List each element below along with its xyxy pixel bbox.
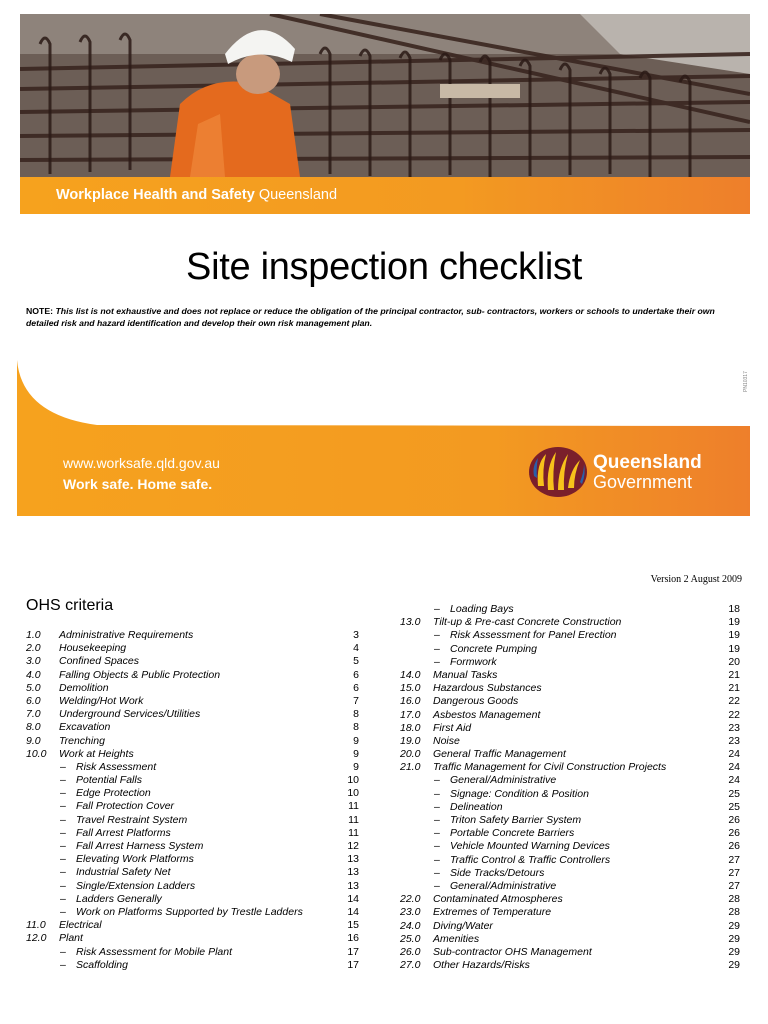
toc-bullet-dash: – — [434, 827, 440, 840]
toc-page-number: 10 — [347, 787, 359, 800]
toc-section-number: 24.0 — [400, 919, 421, 932]
toc-section-label: Noise — [433, 734, 460, 747]
toc-subsection-label: General/Administrative — [450, 774, 557, 787]
toc-section-label: Demolition — [59, 681, 109, 694]
toc-page-number: 12 — [347, 840, 359, 852]
toc-page-number: 22 — [728, 708, 740, 721]
toc-subsection-label: Travel Restraint System — [76, 813, 188, 826]
toc-section-label: Welding/Hot Work — [59, 694, 144, 707]
toc-subsection-label: Triton Safety Barrier System — [450, 814, 582, 826]
toc-page-number: 11 — [348, 800, 359, 813]
toc-page-number: 13 — [347, 879, 359, 892]
toc-row — [26, 853, 359, 866]
toc-section-label: Contaminated Atmospheres — [433, 893, 563, 906]
toc-page-number: 27 — [728, 866, 740, 879]
toc-row — [26, 906, 359, 919]
toc-section-label: General Traffic Management — [433, 748, 566, 761]
toc-section-number: 16.0 — [400, 695, 421, 708]
toc-row — [26, 959, 359, 972]
toc-section-number: 2.0 — [26, 642, 41, 655]
toc-section-label: Confined Spaces — [59, 655, 139, 668]
toc-page-number: 11 — [348, 826, 359, 839]
toc-subsection-label: Elevating Work Platforms — [76, 853, 194, 866]
toc-row — [400, 709, 740, 722]
org-name — [56, 187, 337, 203]
toc-left-column — [26, 629, 359, 972]
toc-subsection-label: Delineation — [450, 800, 503, 813]
toc-page-number: 15 — [347, 919, 359, 932]
toc-bullet-dash: – — [60, 879, 66, 892]
note-label: NOTE: — [26, 306, 54, 316]
criteria-heading: OHS criteria — [26, 597, 114, 614]
toc-page-number: 25 — [728, 800, 740, 813]
toc-subsection-label: Industrial Safety Net — [76, 866, 171, 879]
toc-section-label: First Aid — [433, 721, 472, 734]
disclaimer-note — [26, 305, 742, 329]
version-label: Version 2 August 2009 — [650, 574, 742, 585]
queensland-government-logo-icon — [528, 446, 590, 498]
toc-row — [26, 761, 359, 774]
toc-section-label: Dangerous Goods — [433, 695, 519, 708]
toc-row — [26, 893, 359, 906]
toc-row — [400, 722, 740, 735]
toc-section-number: 8.0 — [26, 721, 41, 734]
toc-row — [400, 840, 740, 853]
toc-row — [26, 946, 359, 959]
publication-code: PN10317 — [743, 371, 749, 392]
toc-row — [26, 735, 359, 748]
toc-row — [26, 800, 359, 813]
toc-bullet-dash: – — [60, 800, 66, 813]
toc-row — [400, 814, 740, 827]
toc-page-number: 8 — [353, 721, 359, 734]
toc-bullet-dash: – — [60, 826, 66, 839]
toc-row — [26, 655, 359, 668]
toc-subsection-label: Signage: Condition & Position — [450, 787, 589, 800]
toc-row — [26, 695, 359, 708]
toc-subsection-label: Vehicle Mounted Warning Devices — [450, 840, 610, 853]
toc-section-number: 23.0 — [400, 906, 421, 919]
toc-row — [400, 669, 740, 682]
page-title: Site inspection checklist — [186, 246, 582, 288]
toc-subsection-label: General/Administrative — [450, 879, 557, 892]
toc-section-number: 21.0 — [400, 761, 421, 774]
toc-section-number: 9.0 — [26, 734, 41, 747]
toc-subsection-label: Fall Protection Cover — [76, 800, 175, 813]
toc-section-number: 18.0 — [400, 721, 421, 734]
toc-page-number: 21 — [728, 668, 740, 681]
toc-page-number: 28 — [728, 906, 740, 919]
toc-bullet-dash: – — [434, 655, 440, 668]
org-name-bold: Workplace Health and Safety — [56, 187, 255, 203]
toc-page-number: 29 — [728, 945, 740, 958]
toc-section-label: Traffic Management for Civil Construction Projects — [433, 761, 667, 774]
toc-row — [26, 642, 359, 655]
toc-section-number: 5.0 — [26, 681, 41, 694]
toc-bullet-dash: – — [60, 905, 66, 918]
toc-row — [400, 788, 740, 801]
toc-section-number: 3.0 — [26, 655, 41, 668]
toc-row — [400, 933, 740, 946]
toc-subsection-label: Formwork — [450, 655, 497, 668]
toc-section-label: Trenching — [59, 734, 105, 747]
toc-row — [26, 669, 359, 682]
toc-row — [400, 682, 740, 695]
construction-worker-rebar-image — [20, 14, 750, 177]
toc-page-number: 29 — [728, 919, 740, 932]
toc-bullet-dash: – — [60, 958, 66, 971]
toc-bullet-dash: – — [60, 892, 66, 905]
toc-bullet-dash: – — [434, 774, 440, 787]
toc-section-number: 27.0 — [400, 959, 421, 972]
toc-row — [400, 920, 740, 933]
toc-page-number: 6 — [353, 668, 359, 681]
toc-bullet-dash: – — [434, 840, 440, 853]
toc-page-number: 9 — [353, 760, 359, 773]
toc-row — [400, 854, 740, 867]
toc-section-label: Tilt-up & Pre-cast Concrete Construction — [433, 616, 622, 629]
toc-section-label: Asbestos Management — [433, 708, 541, 721]
toc-section-number: 4.0 — [26, 668, 41, 681]
toc-subsection-label: Traffic Control & Traffic Controllers — [450, 853, 611, 866]
toc-subsection-label: Fall Arrest Harness System — [76, 840, 204, 852]
toc-page-number: 16 — [347, 932, 359, 945]
toc-page-number: 22 — [728, 695, 740, 708]
toc-page-number: 23 — [728, 721, 740, 734]
toc-section-number: 19.0 — [400, 734, 421, 747]
toc-bullet-dash: – — [60, 853, 66, 866]
toc-bullet-dash: – — [60, 813, 66, 826]
toc-right-column — [400, 603, 740, 972]
toc-row — [400, 946, 740, 959]
toc-section-number: 11.0 — [26, 919, 46, 932]
toc-bullet-dash: – — [60, 840, 66, 852]
toc-row — [400, 880, 740, 893]
toc-row — [400, 603, 740, 616]
toc-row — [400, 893, 740, 906]
toc-section-label: Hazardous Substances — [433, 682, 542, 695]
gov-name-government: Government — [593, 472, 693, 492]
toc-section-label: Excavation — [59, 721, 111, 734]
toc-page-number: 17 — [347, 945, 359, 958]
toc-subsection-label: Potential Falls — [76, 774, 142, 787]
toc-subsection-label: Risk Assessment for Panel Erection — [450, 629, 617, 642]
toc-page-number: 26 — [728, 814, 740, 826]
toc-section-label: Plant — [59, 932, 83, 945]
toc-page-number: 24 — [728, 774, 740, 787]
toc-section-number: 1.0 — [26, 629, 41, 641]
toc-row — [26, 932, 359, 945]
toc-row — [400, 867, 740, 880]
toc-page-number: 26 — [728, 827, 740, 840]
toc-row — [400, 656, 740, 669]
toc-section-number: 26.0 — [400, 945, 421, 958]
toc-row — [26, 787, 359, 800]
toc-row — [26, 827, 359, 840]
toc-bullet-dash: – — [434, 866, 440, 879]
toc-bullet-dash: – — [434, 787, 440, 800]
toc-subsection-label: Ladders Generally — [76, 892, 162, 905]
toc-bullet-dash: – — [434, 642, 440, 655]
toc-row — [400, 695, 740, 708]
toc-section-label: Amenities — [433, 932, 480, 945]
toc-page-number: 9 — [353, 734, 359, 747]
org-name-light: Queensland — [258, 187, 338, 203]
toc-page-number: 21 — [728, 682, 740, 695]
toc-row — [400, 616, 740, 629]
toc-subsection-label: Scaffolding — [76, 958, 128, 971]
toc-page-number: 26 — [728, 840, 740, 853]
toc-bullet-dash: – — [434, 853, 440, 866]
note-text: This list is not exhaustive and does not replace or reduce the obligation of the principal contractor, sub- contractors, workers or schools to undertake their own detailed risk and hazard identification and develop their own risk management plan. — [26, 306, 715, 328]
website-url: www.worksafe.qld.gov.au — [63, 455, 220, 471]
toc-page-number: 5 — [353, 655, 359, 668]
toc-section-number: 10.0 — [26, 747, 47, 760]
org-banner — [20, 177, 750, 214]
toc-bullet-dash: – — [60, 945, 66, 958]
toc-section-label: Electrical — [59, 919, 102, 932]
toc-row — [26, 840, 359, 853]
toc-row — [400, 906, 740, 919]
toc-row — [26, 682, 359, 695]
toc-bullet-dash: – — [60, 774, 66, 787]
gov-name-queensland: Queensland — [593, 452, 702, 473]
toc-row — [26, 748, 359, 761]
toc-section-number: 25.0 — [400, 932, 421, 945]
toc-page-number: 27 — [728, 853, 740, 866]
toc-page-number: 4 — [353, 642, 359, 655]
toc-page-number: 24 — [728, 761, 740, 774]
hero-photo — [20, 14, 750, 177]
toc-page-number: 17 — [347, 958, 359, 971]
toc-row — [26, 814, 359, 827]
toc-section-number: 20.0 — [400, 748, 421, 761]
toc-page-number: 19 — [728, 616, 740, 629]
toc-subsection-label: Loading Bays — [450, 603, 514, 615]
toc-page-number: 24 — [728, 748, 740, 761]
toc-subsection-label: Edge Protection — [76, 787, 151, 800]
toc-subsection-label: Risk Assessment — [76, 760, 157, 773]
toc-row — [400, 629, 740, 642]
toc-row — [400, 643, 740, 656]
toc-section-number: 22.0 — [400, 893, 421, 906]
toc-subsection-label: Fall Arrest Platforms — [76, 826, 171, 839]
toc-page-number: 14 — [347, 905, 359, 918]
toc-section-label: Work at Heights — [59, 747, 134, 760]
toc-page-number: 8 — [353, 708, 359, 721]
toc-section-number: 15.0 — [400, 682, 421, 695]
toc-row — [26, 919, 359, 932]
toc-subsection-label: Concrete Pumping — [450, 642, 537, 655]
toc-section-number: 7.0 — [26, 708, 41, 721]
toc-subsection-label: Side Tracks/Detours — [450, 866, 545, 879]
toc-section-number: 13.0 — [400, 616, 421, 629]
toc-page-number: 9 — [353, 747, 359, 760]
toc-section-number: 12.0 — [26, 932, 47, 945]
toc-section-label: Administrative Requirements — [59, 629, 194, 641]
toc-row — [26, 774, 359, 787]
toc-page-number: 20 — [728, 655, 740, 668]
toc-page-number: 10 — [347, 774, 359, 787]
toc-page-number: 19 — [728, 642, 740, 655]
toc-page-number: 14 — [347, 892, 359, 905]
toc-page-number: 29 — [728, 932, 740, 945]
slogan: Work safe. Home safe. — [63, 476, 213, 492]
toc-section-number: 14.0 — [400, 668, 421, 681]
toc-page-number: 28 — [728, 893, 740, 906]
toc-bullet-dash: – — [434, 879, 440, 892]
toc-row — [400, 827, 740, 840]
toc-row — [400, 801, 740, 814]
toc-section-label: Diving/Water — [433, 919, 493, 932]
toc-subsection-label: Work on Platforms Supported by Trestle Ladders — [76, 905, 303, 918]
toc-bullet-dash: – — [60, 787, 66, 800]
toc-page-number: 18 — [728, 603, 740, 615]
footer-panel — [17, 360, 750, 516]
toc-row — [26, 708, 359, 721]
toc-section-label: Manual Tasks — [433, 668, 498, 681]
toc-bullet-dash: – — [434, 800, 440, 813]
toc-page-number: 19 — [728, 629, 740, 642]
toc-bullet-dash: – — [434, 629, 440, 642]
toc-section-label: Underground Services/Utilities — [59, 708, 201, 721]
toc-page-number: 25 — [728, 787, 740, 800]
toc-bullet-dash: – — [434, 814, 440, 826]
toc-row — [400, 774, 740, 787]
toc-page-number: 3 — [353, 629, 359, 641]
toc-row — [400, 959, 740, 972]
toc-section-label: Falling Objects & Public Protection — [59, 668, 221, 681]
toc-row — [26, 629, 359, 642]
toc-subsection-label: Portable Concrete Barriers — [450, 827, 575, 840]
toc-section-label: Other Hazards/Risks — [433, 959, 530, 972]
toc-page-number: 13 — [347, 866, 359, 879]
toc-subsection-label: Single/Extension Ladders — [76, 879, 196, 892]
toc-row — [400, 735, 740, 748]
toc-page-number: 11 — [348, 813, 359, 826]
toc-section-number: 17.0 — [400, 708, 421, 721]
toc-section-number: 6.0 — [26, 694, 41, 707]
toc-row — [26, 866, 359, 879]
toc-bullet-dash: – — [434, 603, 440, 615]
toc-page-number: 7 — [353, 694, 359, 707]
toc-page-number: 27 — [728, 879, 740, 892]
toc-page-number: 23 — [728, 734, 740, 747]
toc-page-number: 29 — [728, 959, 740, 972]
toc-subsection-label: Risk Assessment for Mobile Plant — [76, 945, 232, 958]
toc-bullet-dash: – — [60, 866, 66, 879]
toc-row — [400, 761, 740, 774]
toc-bullet-dash: – — [60, 760, 66, 773]
toc-page-number: 6 — [353, 681, 359, 694]
toc-page-number: 13 — [347, 853, 359, 866]
toc-section-label: Extremes of Temperature — [433, 906, 552, 919]
toc-row — [26, 880, 359, 893]
toc-section-label: Sub-contractor OHS Management — [433, 945, 592, 958]
toc-row — [26, 721, 359, 734]
toc-row — [400, 748, 740, 761]
toc-section-label: Housekeeping — [59, 642, 127, 655]
